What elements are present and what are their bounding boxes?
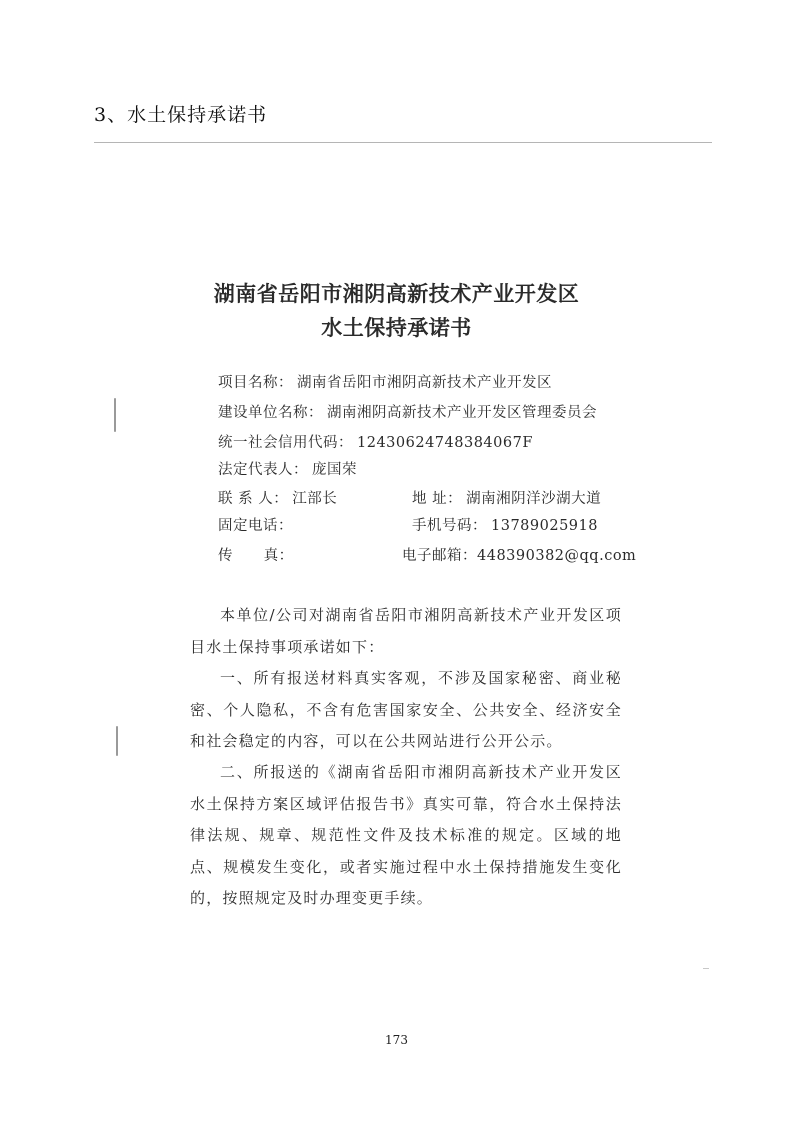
project-name-row [218,371,552,392]
fax-label: 传 真： [218,548,294,564]
project-name-label: 项目名称： [218,375,293,391]
credit-code-label: 统一社会信用代码： [218,435,353,451]
header-divider [94,142,712,143]
phone-label: 固定电话： [218,518,293,534]
commitment-item-2: 二、所报送的《湖南省岳阳市湘阴高新技术产业开发区水土保持方案区域评估报告书》真实可靠，符合水土保持法律法规、规章、规范性文件及技术标准的规定。区域的地点、规模发生变化，或者实施过程中水土保持措施发生变化的，按照规定及时办理变更手续。 [190,763,622,907]
scan-artifact-speck [703,968,709,969]
commitment-item-1: 一、所有报送材料真实客观，不涉及国家秘密、商业秘密、个人隐私，不含有危害国家安全、公共安全、经济安全和社会稳定的内容，可以在公共网站进行公开公示。 [190,669,622,750]
intro-paragraph: 本单位/公司对湖南省岳阳市湘阴高新技术产业开发区项目水土保持事项承诺如下： [190,606,622,656]
section-heading: 3、水土保持承诺书 [94,104,268,126]
mobile-label: 手机号码： [412,518,487,534]
page-number: 173 [385,1033,408,1047]
mobile-value: 13789025918 [491,518,598,534]
builder-label: 建设单位名称： [218,405,323,421]
address-row [412,487,601,508]
project-name-value: 湖南省岳阳市湘阴高新技术产业开发区 [297,375,552,391]
scan-artifact-mark [116,726,118,756]
credit-code-value: 12430624748384067F [357,435,533,451]
mobile-row [412,514,598,535]
legal-rep-row [218,458,357,479]
contact-value: 江部长 [292,491,338,507]
phone-row [218,514,297,535]
email-row [402,544,636,565]
fax-row [218,544,298,565]
contact-row [218,487,337,508]
email-value: 448390382@qq.com [477,548,637,564]
email-label: 电子邮箱： [402,548,477,564]
credit-code-row [218,431,533,452]
document-title-line-2: 水土保持承诺书 [321,316,472,340]
address-value: 湖南湘阴洋沙湖大道 [466,491,602,507]
contact-label: 联 系 人： [218,491,289,507]
builder-value: 湖南湘阴高新技术产业开发区管理委员会 [327,405,597,421]
builder-row [218,401,597,422]
legal-rep-label: 法定代表人： [218,462,308,478]
scan-artifact-mark [114,398,116,432]
document-title-line-1: 湖南省岳阳市湘阴高新技术产业开发区 [213,282,580,306]
address-label: 地 址： [412,491,463,507]
legal-rep-value: 庞国荣 [312,462,357,478]
